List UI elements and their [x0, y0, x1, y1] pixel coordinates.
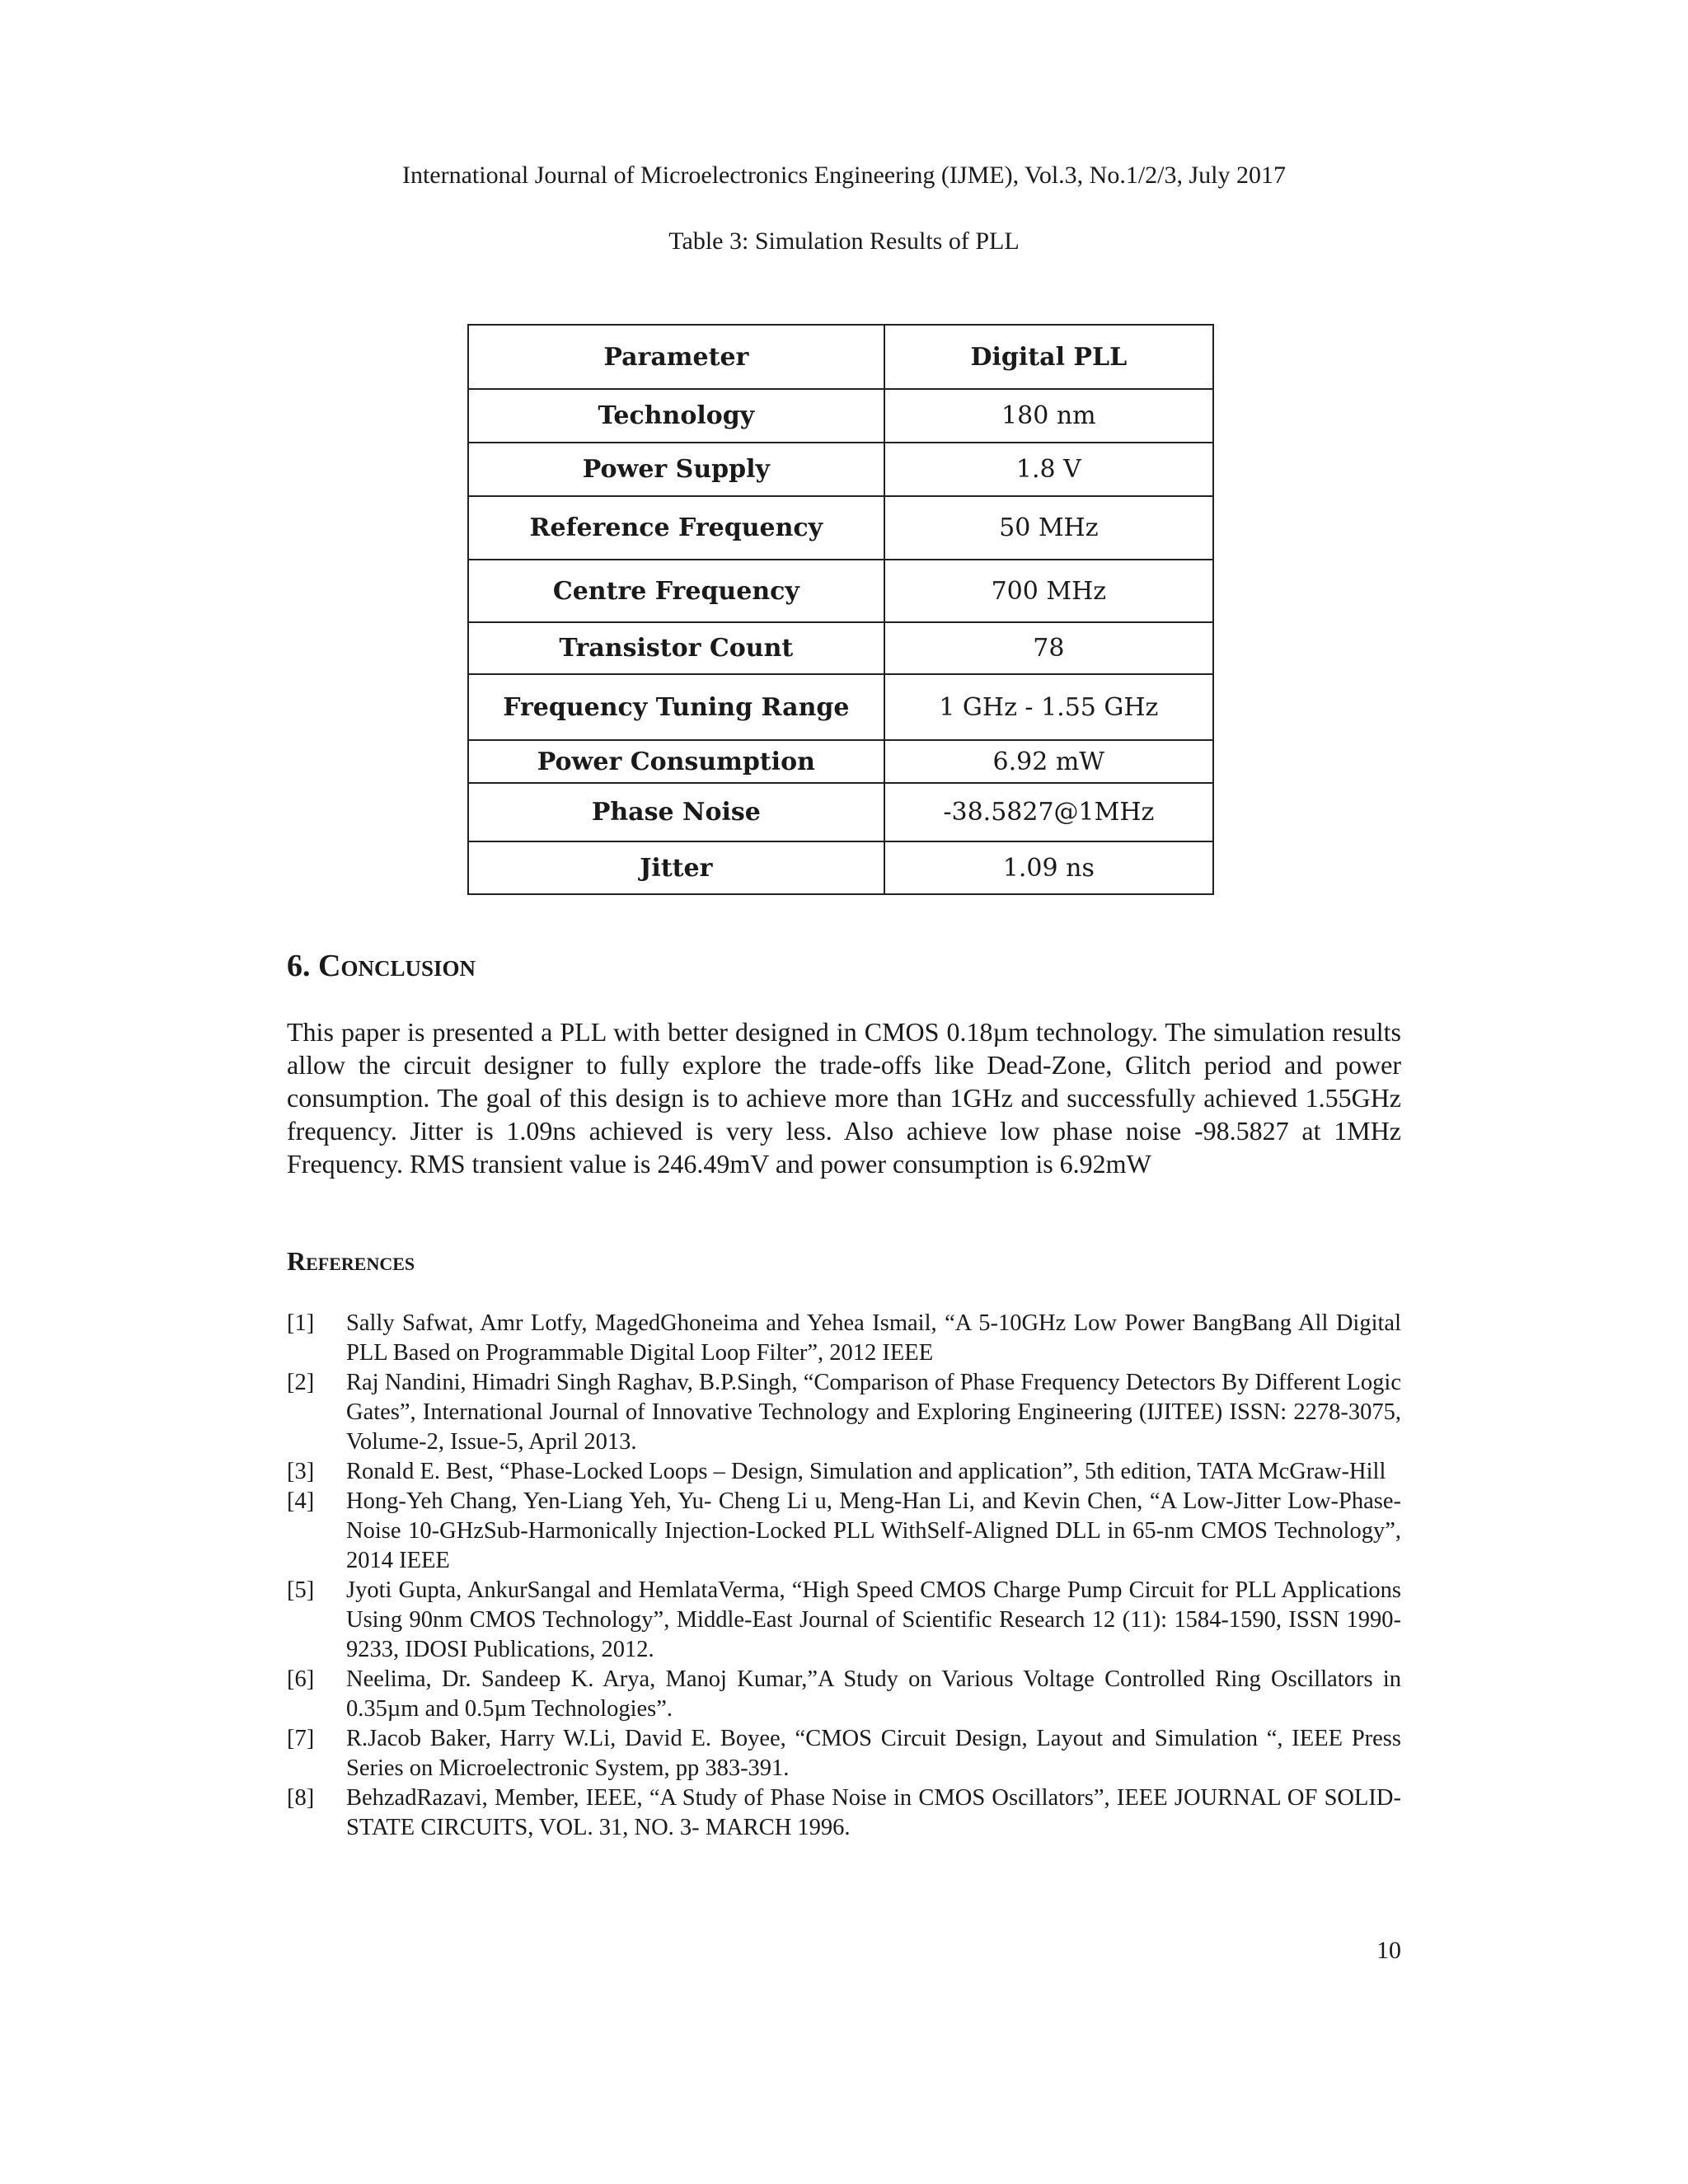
reference-item	[287, 1724, 1401, 1783]
reference-item	[287, 1665, 1401, 1724]
reference-text: Sally Safwat, Amr Lotfy, MagedGhoneima and Yehea Ismail, “A 5-10GHz Low Power BangBang All Digital PLL Based on Programmable Digital Loop Filter”, 2012 IEEE	[346, 1310, 1401, 1366]
reference-item	[287, 1309, 1401, 1368]
table-row	[468, 841, 1213, 894]
reference-number: [2]	[287, 1370, 315, 1395]
table-row	[468, 622, 1213, 674]
reference-number: [6]	[287, 1666, 315, 1692]
table-cell-parameter: Phase Noise	[468, 783, 884, 841]
table-cell-parameter: Frequency Tuning Range	[468, 674, 884, 740]
table-row	[468, 389, 1213, 443]
page-number: 10	[1376, 1937, 1401, 1964]
reference-number: [8]	[287, 1785, 315, 1811]
reference-item	[287, 1487, 1401, 1576]
table-row	[468, 496, 1213, 560]
section-title: Conclusion	[318, 949, 476, 983]
reference-number: [4]	[287, 1488, 315, 1514]
reference-number: [1]	[287, 1310, 315, 1336]
reference-item	[287, 1457, 1401, 1487]
reference-text: Ronald E. Best, “Phase-Locked Loops – Design, Simulation and application”, 5th edition, TATA McGraw-Hill	[346, 1459, 1386, 1484]
table-cell-parameter: Centre Frequency	[468, 560, 884, 622]
column-header-parameter: Parameter	[468, 325, 884, 389]
reference-number: [7]	[287, 1726, 315, 1751]
reference-text: R.Jacob Baker, Harry W.Li, David E. Boyee, “CMOS Circuit Design, Layout and Simulation “, IEEE Press Series on Microelectronic System, pp 383-391.	[346, 1726, 1401, 1781]
section-number: 6.	[287, 949, 318, 983]
reference-number: [3]	[287, 1459, 315, 1484]
column-header-digital-pll: Digital PLL	[884, 325, 1213, 389]
table-cell-value: 180 nm	[884, 389, 1213, 443]
reference-item	[287, 1368, 1401, 1457]
table-row	[468, 560, 1213, 622]
table-cell-parameter: Power Consumption	[468, 740, 884, 783]
reference-text: Jyoti Gupta, AnkurSangal and HemlataVerma, “High Speed CMOS Charge Pump Circuit for PLL Applications Using 90nm CMOS Technology”, Middle-East Journal of Scientific Research 12 (11): 1584-1590, ISSN 1990-9233, IDOSI Publications, 2012.	[346, 1577, 1401, 1662]
table-cell-value: -38.5827@1MHz	[884, 783, 1213, 841]
references-list	[287, 1309, 1401, 1843]
table-row	[468, 740, 1213, 783]
reference-text: Raj Nandini, Himadri Singh Raghav, B.P.Singh, “Comparison of Phase Frequency Detectors By Different Logic Gates”, International Journal of Innovative Technology and Exploring Engineering (IJITEE) ISSN: 2278-3075, Volume-2, Issue-5, April 2013.	[346, 1370, 1401, 1455]
table-header-row	[468, 325, 1213, 389]
table-cell-value: 50 MHz	[884, 496, 1213, 560]
reference-text: Hong-Yeh Chang, Yen-Liang Yeh, Yu- Cheng Li u, Meng-Han Li, and Kevin Chen, “A Low-Jitter Low-Phase-Noise 10-GHzSub-Harmonically Injection-Locked PLL WithSelf-Aligned DLL in 65-nm CMOS Technology”, 2014 IEEE	[346, 1488, 1401, 1573]
conclusion-paragraph: This paper is presented a PLL with better designed in CMOS 0.18µm technology. The simulation results allow the circuit designer to fully explore the trade-offs like Dead-Zone, Glitch period and power consumption. The goal of this design is to achieve more than 1GHz and successfully achieved 1.55GHz frequency. Jitter is 1.09ns achieved is very less. Also achieve low phase noise -98.5827 at 1MHz Frequency. RMS transient value is 246.49mV and power consumption is 6.92mW	[287, 1017, 1401, 1179]
conclusion-heading	[287, 948, 476, 984]
table-cell-parameter: Transistor Count	[468, 622, 884, 674]
table-cell-value: 78	[884, 622, 1213, 674]
simulation-results-table	[467, 324, 1214, 895]
reference-item	[287, 1576, 1401, 1665]
table-cell-parameter: Power Supply	[468, 443, 884, 496]
reference-text: BehzadRazavi, Member, IEEE, “A Study of Phase Noise in CMOS Oscillators”, IEEE JOURNAL OF SOLID-STATE CIRCUITS, VOL. 31, NO. 3- MARCH 1996.	[346, 1785, 1401, 1840]
table-cell-value: 1.8 V	[884, 443, 1213, 496]
references-heading: References	[287, 1246, 415, 1276]
table-cell-value: 1 GHz - 1.55 GHz	[884, 674, 1213, 740]
reference-number: [5]	[287, 1577, 315, 1603]
running-header: International Journal of Microelectronics Engineering (IJME), Vol.3, No.1/2/3, July 2017	[401, 162, 1287, 189]
table-cell-value: 6.92 mW	[884, 740, 1213, 783]
table-cell-parameter: Reference Frequency	[468, 496, 884, 560]
table-cell-parameter: Technology	[468, 389, 884, 443]
table-row	[468, 674, 1213, 740]
reference-item	[287, 1783, 1401, 1843]
table-cell-value: 1.09 ns	[884, 841, 1213, 894]
reference-text: Neelima, Dr. Sandeep K. Arya, Manoj Kumar,”A Study on Various Voltage Controlled Ring Oscillators in 0.35µm and 0.5µm Technologies”.	[346, 1666, 1401, 1722]
table-caption: Table 3: Simulation Results of PLL	[668, 227, 1020, 255]
table-cell-value: 700 MHz	[884, 560, 1213, 622]
table-row	[468, 783, 1213, 841]
table-cell-parameter: Jitter	[468, 841, 884, 894]
table-row	[468, 443, 1213, 496]
